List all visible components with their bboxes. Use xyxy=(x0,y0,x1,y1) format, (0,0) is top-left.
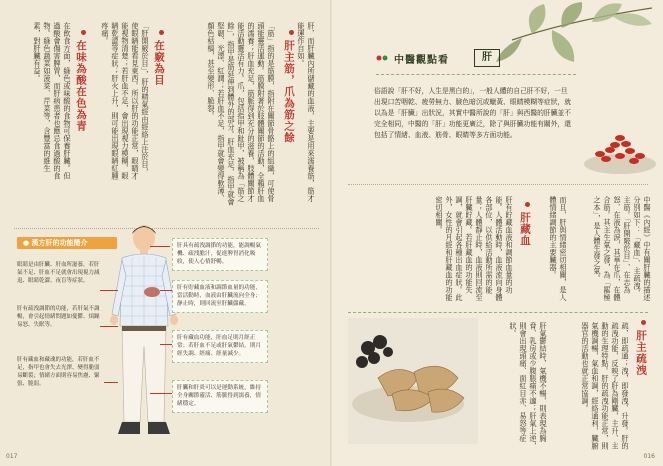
left-col3: 「肝開竅於目」，肝的精氣經由經絡上注於目，使眼睛能看見東西。所以肝的功能正常，眼睛才能視物清楚；若肝血不足，會出現視力模糊、眼睛乾澀等症狀；肝火上升，則可能出現眼睛紅腫疼痛。 xyxy=(101,22,150,180)
leader-line xyxy=(160,344,172,345)
page-number-left: 017 xyxy=(6,453,18,460)
dried-herbs-photo xyxy=(348,318,478,444)
leader-line xyxy=(150,246,170,247)
left-page xyxy=(0,0,331,466)
heading-dot xyxy=(81,30,86,35)
banner-tag: 肝 xyxy=(474,49,500,67)
heading-dot xyxy=(641,320,646,325)
heading-dot xyxy=(289,30,294,35)
bullet-icon: ● xyxy=(23,239,32,247)
right-col-d: 疏，即疏通；洩，即發洩、升發。肝的疏洩功能，反映了肝為剛臟，主升、主動的生理特點。肝的疏洩功能正常，則氣機調暢，氣血和調，經絡通利，臟腑器官的活動也就正常協調。 xyxy=(581,322,630,450)
heading-eye: 在竅為目 xyxy=(153,40,165,86)
section-banner xyxy=(376,47,576,69)
intro-paragraph: 俗語說「肝不好，人生是黑白的」，一般人體的自己肝不好，一旦出現口苦咽乾、疲勞無力、臉色暗沉或蠟黃、眼睛模糊等症狀，就以為是「肝臟」出狀況，其實中醫所說的「肝」與西醫的肝臟並不完全相同，中醫的「肝」功能更廣泛，除了與肝臟功能有關外，還包括了情緒、血液、筋骨、眼睛等多方面功能。 xyxy=(374,87,572,139)
note-emotion: 肝有疏洩調節的功能，若肝氣不調暢，會引起情緒問題如憂鬱、煩躁易怒、失眠等。 xyxy=(17,306,100,328)
leader-line xyxy=(160,290,172,291)
right-col-c: 肝有貯藏血液和調節血量的功能。人體活動時，血液流向身體各部位，以供給活動所需的能量；人體靜止時，血液則回流至肝臟貯藏。若肝藏血的功能失調，就會引起各種出血症狀。此外，女性的月經和肝藏血的功能密切相關。 xyxy=(435,196,514,301)
heading-dot xyxy=(159,30,164,35)
page-number-right: 016 xyxy=(643,453,655,460)
note-box-blood: 肝有貯藏血液和調節血量的功能，當活動時，血液由肝臟流向全身；靜止時，則回流至肝臟儲藏。 xyxy=(172,280,268,313)
section-divider xyxy=(348,184,648,185)
banner-underline xyxy=(376,74,576,75)
leader-line xyxy=(104,382,118,383)
note-eye: 眼睛是由肝臟、肝血所滋養，若肝氣不足、肝血不足就會出現視力減退、眼睛乾澀、夜盲等症狀。 xyxy=(17,262,100,284)
left-col1: 肝，而肝臟內所儲藏的血液，主要是用來濡養筋，筋才能運作自如。 xyxy=(297,22,316,202)
right-col-e: 肝氣鬱結時，氣機不暢，則表現為胸脅、乳房或少腹脹痛不適；肝氣上逆，則會出現頭痛、面紅目赤、易怒等症狀。 xyxy=(509,322,548,450)
organ-function-title: ● 漢方肝的功能簡介 xyxy=(17,237,117,249)
goji-berries-icon xyxy=(580,118,660,178)
left-col2: 「筋」指的是筋膜，指附在關節骨骼上的組織，可使骨頭能靈活運動。筋膜附著於肢體關節的活動，全賴肝血的濡養；肝血充足，筋脈得到充分的滋養，肢體關節才能活動靈活有力。爪，包括指甲和趾甲，被稱為「筋之餘」，指甲是筋延伸到體外的部分。肝血充足，指甲就會堅韌、光澤、紅潤；若肝血不足，指甲就會變得軟薄、顏色枯槁，甚至變形、脆裂。 xyxy=(207,22,276,206)
note-nails: 肝有藏血和藏魂的功能，若肝血不足，指甲也會失去光澤、變得脆弱易斷裂；情緒方面則容易焦慮、緊張、脆弱。 xyxy=(17,357,100,387)
banner-title: 中醫觀點看 xyxy=(394,55,449,66)
note-box-menses: 肝有藏血功能，肝血足則月經正常；若肝血不足或肝氣鬱結，則月經失調、經痛、經量減少。 xyxy=(172,330,268,363)
heading-dot xyxy=(525,202,530,207)
leader-line xyxy=(100,326,118,327)
man-figure-icon xyxy=(108,222,180,458)
note-box-joints: 肝臟和肝炎可以是運動系統，維持全身關節靈活、筋脈得到濡養，情緒穩定。 xyxy=(172,380,268,413)
leader-line xyxy=(100,290,118,291)
section-divider xyxy=(348,312,648,313)
note-box-flow: 肝具有疏洩調節的功能，能調暢氣機、疏洩膽汁，促進脾胃消化吸收，使人心情舒暢。 xyxy=(172,238,268,271)
right-col-a: 中醫《內經》中有關肝臟的描述分別如下：「藏血」、主疏洩、主筋。「肝開竅於目」、在志為怒、在液為淚，其華在爪，在體合筋。其主生氣之發，為「罷極之本」，是人體生發之氣。 xyxy=(593,196,652,301)
dried-herbs-icon xyxy=(348,318,478,444)
right-col-b: 而且，肝與情緒密切相關，是人體情緒調節的主要臟器。 xyxy=(549,196,568,301)
heading-liver-tendon: 肝主筋，爪為筋之餘 xyxy=(283,40,295,144)
heading-taste-color: 在味為酸在色為青 xyxy=(75,40,87,132)
leader-line xyxy=(150,393,172,394)
heading-flow: 肝主疏洩 xyxy=(635,330,647,376)
heading-blood-storage: 肝藏血 xyxy=(519,212,531,247)
left-col4: 在飲食方面，綠色或味酸的食物可保養肝臟。但過酸會傷害脾胃，而肝病患者也應忌食過酸的食物。綠色蔬菜如菠菜、芹菜等，含豐富的維生素，對肝臟有益。 xyxy=(33,22,72,180)
right-page xyxy=(332,0,663,466)
banner-dots-icon xyxy=(376,54,388,62)
